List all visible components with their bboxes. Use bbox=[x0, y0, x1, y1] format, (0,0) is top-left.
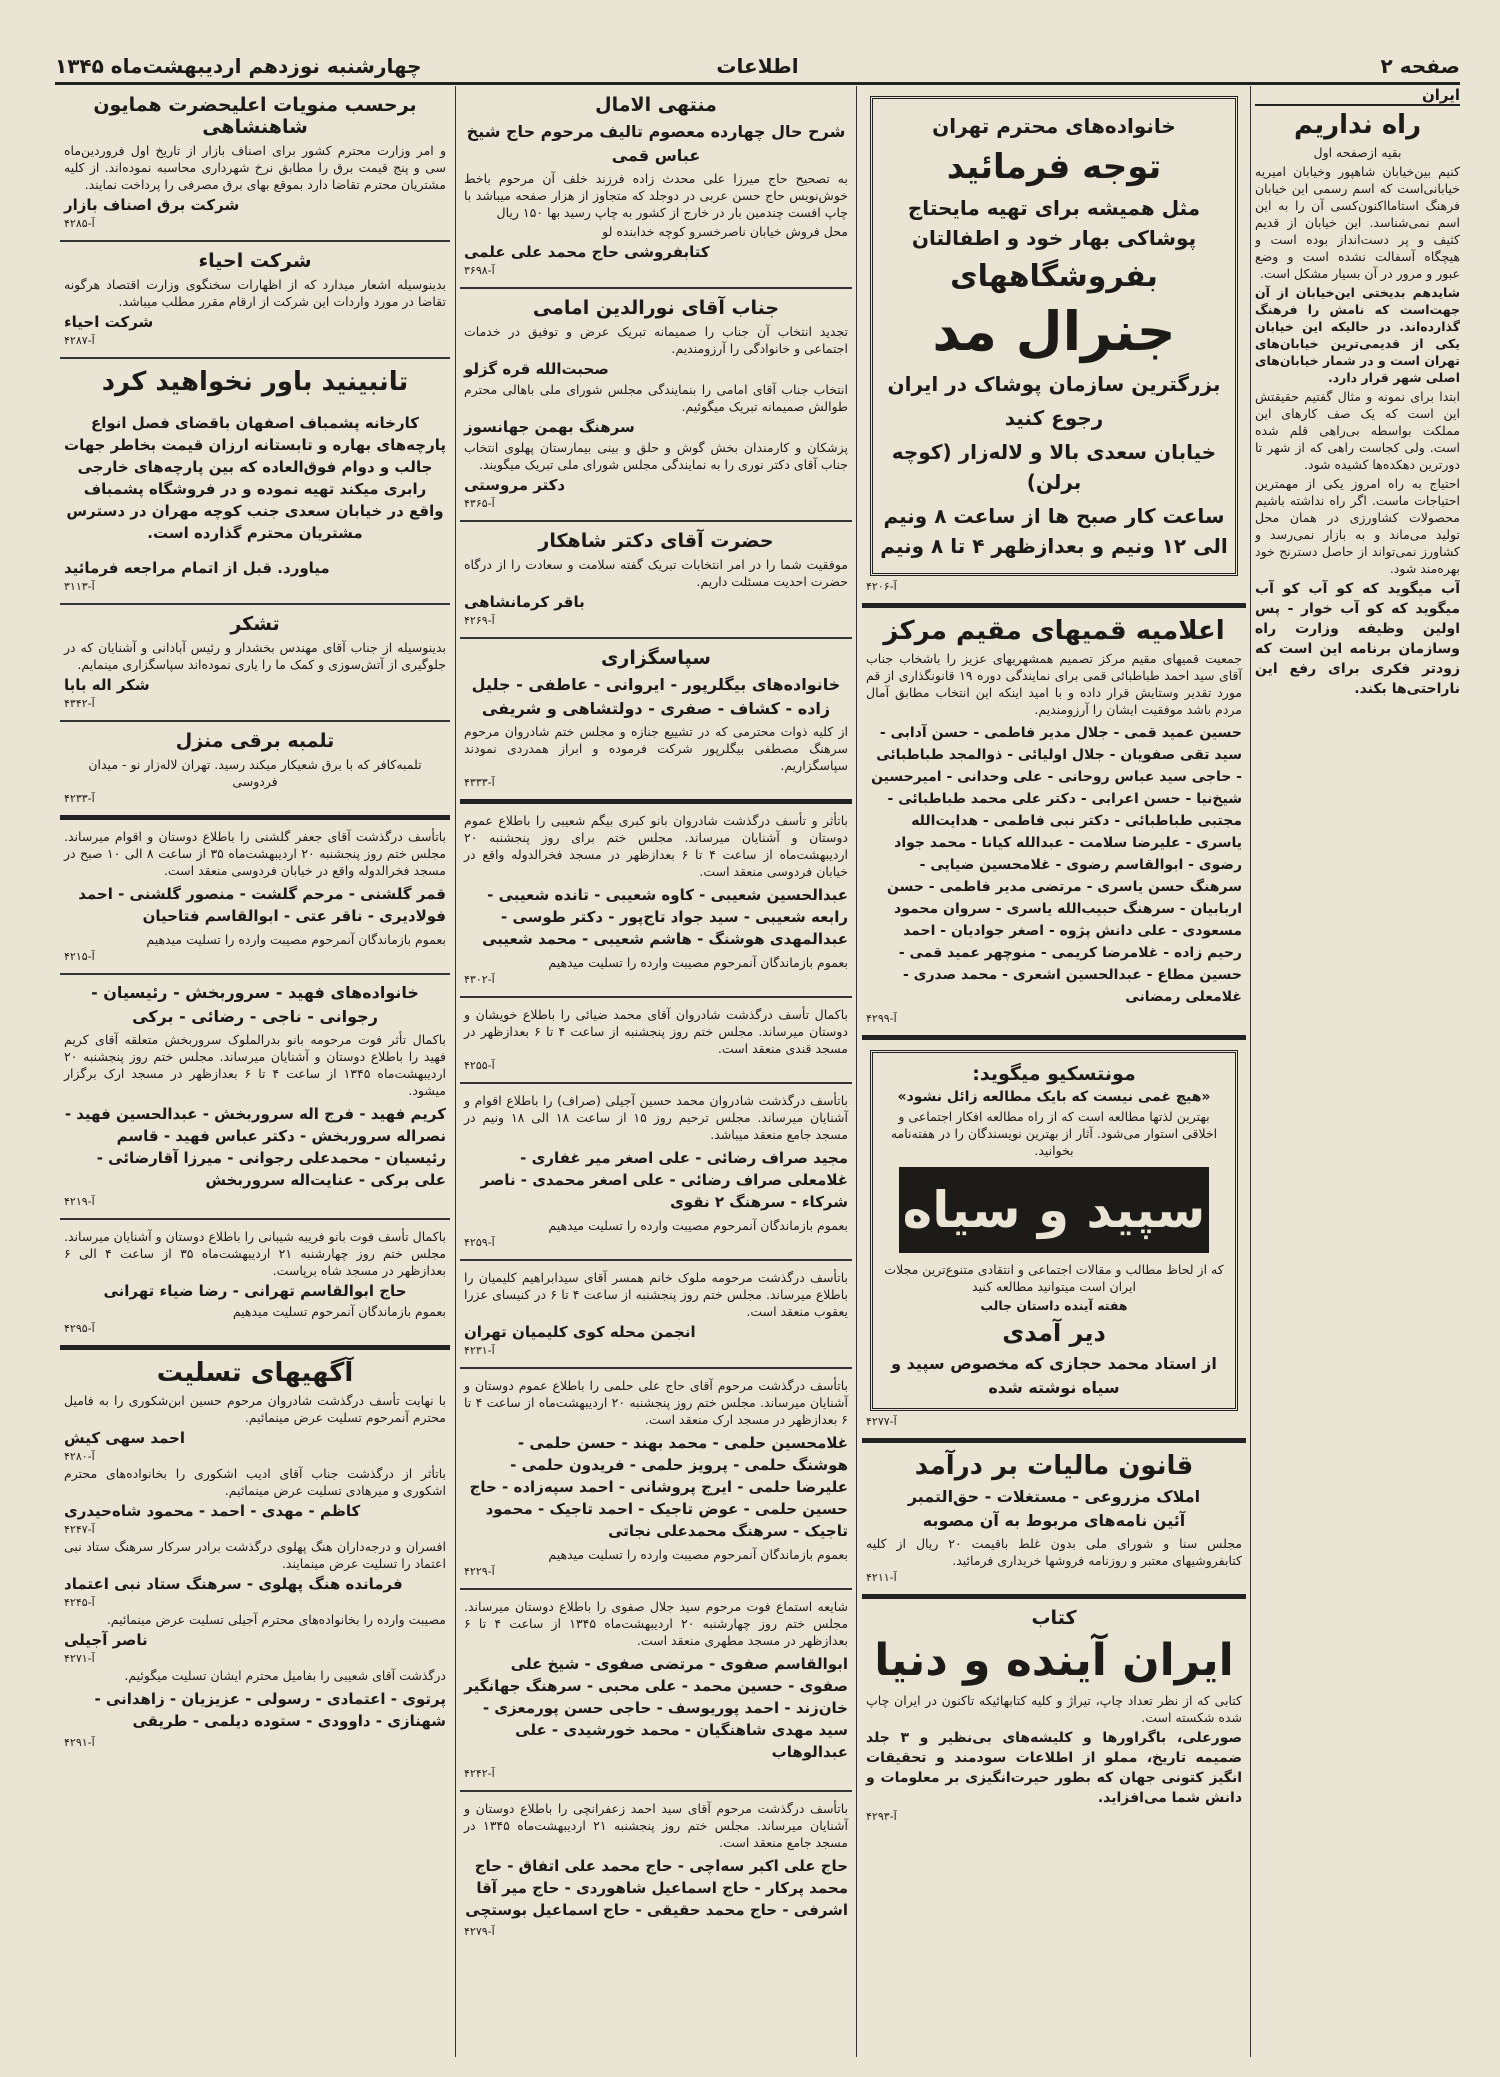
ad-ref: آ-۴۳۴۲ bbox=[64, 697, 95, 710]
book-title: ایران آینده و دنیا bbox=[874, 1635, 1234, 1686]
ad-signature: باقر کرمانشاهی bbox=[464, 593, 585, 611]
ad-body: کارخانه پشمباف اصفهان باقضای فصل انواع پارچه‌های بهاره و تابستانه ارزان قیمت بخاطر جهات جالب و دوام فوق‌العاده که بین پارچه‌های خارجی رابری میکند تهیه نموده و در فروشگاه پشمباف واقع در خیابان سعدی جنب کوچه مهران در دسترس مشتریان محترم گذارده است. bbox=[64, 414, 446, 542]
page-header bbox=[55, 52, 1460, 85]
mourner-names: عبدالحسین شعیبی - کاوه شعیبی - تانده شعیبی - رابعه شعیبی - سید جواد تاج‌پور - دکتر طوسی - عبدالمهدی هوشنگ - هاشم شعیبی - محمد شعیبی bbox=[482, 886, 848, 948]
ad-ref: آ-۴۲۲۹ bbox=[464, 1565, 495, 1578]
column-iran bbox=[1255, 86, 1460, 2057]
ad-signature: فرمانده هنگ پهلوی - سرهنگ ستاد نبی اعتماد bbox=[64, 1575, 403, 1593]
ad-headline: توجه فرمائید bbox=[946, 147, 1162, 187]
ad-line: هفته آینده داستان جالب bbox=[980, 1298, 1128, 1313]
ad-ref: آ-۴۲۹۵ bbox=[64, 1322, 95, 1335]
obituary-note: بعموم بازماندگان آنمرحوم مصیبت وارده را تسلیت میدهیم bbox=[548, 955, 848, 970]
book-ad bbox=[862, 1599, 1246, 1833]
column-rule bbox=[455, 86, 456, 2057]
article-subtitle: بقیه ازصفحه اول bbox=[1313, 145, 1402, 160]
column-ads bbox=[862, 86, 1246, 2057]
ad-title: برحسب منویات اعلیحضرت همایون شاهنشاهی bbox=[93, 94, 417, 138]
condolence-ads bbox=[60, 1350, 450, 1759]
obituary-kalimian bbox=[460, 1261, 852, 1369]
ad-ref: آ-۴۲۸۵ bbox=[64, 217, 95, 230]
issue-date: چهارشنبه نوزدهم اردیبهشت‌ماه ۱۳۴۵ bbox=[55, 54, 422, 78]
ad-line: خانواده‌های محترم تهران bbox=[932, 114, 1176, 138]
obituary-body: باتأسف درگذشت شادروان محمد حسین آجیلی (صراف) را باطلاع اقوام و آشنایان میرساند. مجلس ترحیم روز ۱۵ از ساعت ۱۸ الی ۱۸ ونیم در مسجد جامع منعقد میباشد. bbox=[464, 1093, 849, 1142]
condolence-body: باتأثر از درگذشت جناب آقای ادیب اشکوری را بخانواده‌های محترم اشکوری و میرهادی تسلیت عرض مینمائیم. bbox=[64, 1466, 446, 1498]
obituary-note: بعموم بازماندگان آنمرحوم مصیبت وارده را تسلیت میدهیم bbox=[548, 1218, 848, 1233]
story-title: دیر آمدی bbox=[1002, 1319, 1106, 1347]
fabric-ad bbox=[60, 359, 450, 605]
ad-body: انتخاب جناب آقای امامی را بنمایندگی مجلس شورای ملی باهالی محترم طوالش صمیمانه تبریک میگوئیم. bbox=[464, 382, 848, 414]
ad-ref: آ-۴۲۴۷ bbox=[64, 1523, 95, 1536]
mourner-names: قمر گلشنی - مرحم گلشت - منصور گلشنی - احمد فولادیری - ناقر عتی - ابوالقاسم فتاحیان bbox=[78, 885, 446, 925]
ad-body: پزشکان و کارمندان بخش گوش و حلق و بینی بیمارستان پهلوی انتخاب جناب آقای دکتر نوری را به نمایندگی مجلس شورای ملی تبریک میگویند. bbox=[464, 440, 848, 472]
mourner-names: مجید صراف رضائی - علی اصغر میر غفاری - غلامعلی صراف رضائی - علی اصغر محمدی - ناصر شرکاء - سرهنگ ۲ نقوی bbox=[480, 1149, 848, 1211]
ad-subtitle: آئین نامه‌های مربوط به آن مصوبه bbox=[922, 1511, 1186, 1530]
ad-ref: آ-۴۳۶۵ bbox=[464, 497, 495, 510]
ad-body: تجدید انتخاب آن جناب را صمیمانه تبریک عرض و توفیق در خدمات اجتماعی و خانوادگی را آرزومندیم. bbox=[464, 324, 848, 356]
ad-title: تشکر bbox=[230, 613, 280, 635]
ad-body: تلمبه‌کافر که با برق شعیکار میکند رسید. تهران لاله‌زار نو - میدان فردوسی bbox=[88, 757, 422, 789]
condolence-body: مصیبت وارده را بخانواده‌های محترم آجیلی تسلیت عرض مینمائیم. bbox=[106, 1612, 446, 1627]
brand-name: جنرال مد bbox=[932, 300, 1176, 363]
ad-ref: آ-۴۲۴۲ bbox=[464, 1767, 495, 1780]
montahal-ad bbox=[460, 86, 852, 289]
ad-ref: آ-۴۲۷۱ bbox=[64, 1652, 95, 1665]
general-mod-ad bbox=[862, 86, 1246, 608]
ad-title: جناب آقای نورالدین امامی bbox=[532, 297, 780, 319]
ad-ref: آ-۴۲۴۵ bbox=[64, 1596, 95, 1609]
ad-ref: آ-۴۲۸۰ bbox=[64, 1450, 95, 1463]
page-number: صفحه ۲ bbox=[1380, 54, 1460, 78]
ad-body: که از لحاظ مطالب و مقالات اجتماعی و انتقادی متنوع‌ترین مجلات ایران است میتوانید مطالعه کنید bbox=[884, 1262, 1224, 1294]
obituary-body: باتأسف درگذشت مرحوم آقای سید احمد زعفرانچی را باطلاع دوستان و آشنایان میرساند. مجلس ختم روز پنجشنبه ۲۱ اردیبهشت‌ماه ۱۳۴۵ در مسجد جامع منعقد است. bbox=[464, 1801, 849, 1850]
ad-body: و امر وزارت محترم کشور برای اصناف بازار از تاریخ اول فروردین‌ماه سی و پنج قیمت برق را مطابق نرخ شهرداری محاسبه نموده‌اند. از کلیه مشتریان محترم تقاضا دارد بموقع بهای برق مصرفی را پرداخت نمایند. bbox=[64, 143, 446, 192]
obituary-helmi bbox=[460, 1369, 852, 1590]
quote: «هیچ غمی نیست که بایک مطالعه زائل نشود» bbox=[897, 1089, 1211, 1105]
ad-subtitle: املاک مزروعی - مستغلات - حق‌التمبر bbox=[907, 1487, 1201, 1506]
section-title: آگهیهای تسلیت bbox=[156, 1358, 354, 1388]
gratitude-notice bbox=[460, 639, 852, 804]
ad-ref: آ-۴۲۱۹ bbox=[64, 1195, 95, 1208]
ad-title: شرکت احیاء bbox=[198, 250, 312, 272]
family-names: خانواده‌های بیگلرپور - ایروانی - عاطفی - جلیل زاده - کشاف - صفری - دولتشاهی و شریفی bbox=[471, 675, 841, 718]
column-rule bbox=[1250, 86, 1251, 2057]
mourner-names: غلامحسین حلمی - محمد بهند - حسن حلمی - هوشنگ حلمی - پرویز حلمی - فریدون حلمی - علیرضا حلمی - ایرج پروشانی - احمد سپه‌زاده - حاج حسین حلمی - عوض تاجیک - احمد تاجیک - محمود تاجیک - سرهنگ محمدعلی نجاتی bbox=[469, 1434, 848, 1540]
ad-title: قانون مالیات بر درآمد bbox=[914, 1451, 1194, 1481]
ad-ref: آ-۴۲۱۱ bbox=[866, 1571, 897, 1584]
qomi-announcement bbox=[862, 608, 1246, 1040]
article-body: کنیم بین‌خیابان شاهپور وخیابان امیریه خیابانی‌است که اسم رسمی این خیابان فرهنگ استامااکنون‌کسی آن را به این اسم نمی‌شناسد. این خیابان از قدیم کثیف و پر دست‌انداز بوده است و هیچگاه آسفالت نشده است و وضع عبور و مرور در آن بسیار مشکل است. bbox=[1255, 164, 1460, 281]
shahkar-congrats bbox=[460, 522, 852, 639]
ad-body: به تصحیح حاج میرزا علی محدث زاده فرزند خلف آن مرحوم باخط خوش‌نویس حاج حسن عربی در دوجلد که متجاوز از هزار صفحه میباشد با چاپ افست چندمین بار در خارج از کشور به چاپ رسید بها ۱۵۰ ریال bbox=[464, 171, 848, 220]
obituary-tehrani bbox=[60, 1220, 450, 1350]
ad-title: سپاسگزاری bbox=[601, 647, 711, 669]
thanks-notice bbox=[60, 605, 450, 722]
obituary-body: باکمال تأسف فوت بانو فریبه شیبانی را باطلاع دوستان و آشنایان میرساند. مجلس ختم روز چهارشنبه ۲۱ اردیبهشت‌ماه ۳۵ از ساعت ۴ الی ۶ بعدازظهر در مسجد شاه برپاست. bbox=[64, 1229, 446, 1278]
ad-signature: شرکت برق اصناف بازار bbox=[64, 196, 240, 214]
obituary-golshani bbox=[60, 820, 450, 975]
ad-ref: آ-۴۲۱۵ bbox=[64, 950, 95, 963]
obituary-body: باتأسف درگذشت مرحوم آقای حاج علی حلمی را باطلاع عموم دوستان و آشنایان میرساند. مجلس ختم روز پنجشنبه ۲۰ اردیبهشت‌ماه از ساعت ۴ تا ۶ بعدازظهر در مسجد ارک منعقد است. bbox=[464, 1378, 848, 1427]
ad-ref: آ-۴۲۸۷ bbox=[64, 334, 95, 347]
ad-title: تلمبه برقی منزل bbox=[175, 730, 335, 752]
mourner-names: پرتوی - اعتمادی - رسولی - عزیزیان - زاهدانی - شهنازی - داوودی - ستوده دیلمی - طریقی bbox=[94, 1690, 446, 1730]
ad-body: بهترین لذتها مطالعه است که از راه مطالعه افکار اجتماعی و اخلاقی استوار می‌شود. آثار از بهترین نویسندگان را در هفته‌نامه بخوانید. bbox=[890, 1109, 1218, 1158]
ad-signature: سرهنگ بهمن جهانسوز bbox=[464, 418, 635, 436]
ad-line: مثل همیشه برای تهیه مایحتاج پوشاکی بهار خود و اطفالتان bbox=[907, 196, 1201, 250]
section-label: ایران bbox=[1255, 86, 1460, 106]
article-title: راه نداریم bbox=[1293, 110, 1422, 140]
obituary-sarrafan bbox=[460, 1084, 852, 1261]
pump-ad bbox=[60, 722, 450, 820]
ad-hours: ساعت کار صبح ها از ساعت ۸ ونیم الی ۱۲ ونیم و بعدازظهر ۴ تا ۸ ونیم bbox=[880, 504, 1228, 558]
mourner-names: ابوالقاسم صفوی - مرتضی صفوی - شیخ علی صفوی - حسین محمد - علی محبی - سرهنگ جهانگیر خان‌زند - احمد پوریوسف - حاجی حسن پورمعزی - سید مهدی شاهنگیان - محمد خورشیدی - علی عبدالوهاب bbox=[464, 1655, 848, 1761]
ad-ref: آ-۴۲۳۳ bbox=[64, 792, 95, 805]
ad-body: موفقیت شما را در امر انتخابات تبریک گفته سلامت و سعادت را از درگاه حضرت احدیت مسئلت داریم. bbox=[464, 557, 848, 589]
ad-ref: آ-۴۲۹۳ bbox=[866, 1810, 897, 1823]
family-names: خانواده‌های فهید - سروربخش - رئیسیان - رجوانی - ناجی - رضائی - برکی bbox=[91, 983, 419, 1026]
ad-signature: دکتر مروستی bbox=[464, 476, 566, 494]
mourner-names: حاج علی اکبر سه‌اچی - حاج محمد علی اتفاق - حاج محمد پرکار - حاج اسماعیل شاهوردی - حاج میر آقا اشرفی - حاج محمد حقیقی - حاج اسماعیل بوستچی bbox=[465, 1857, 848, 1919]
announcement-title: اعلامیه قمیهای مقیم مرکز bbox=[883, 616, 1225, 646]
obituary-body: باکمال تأسف درگذشت شادروان آقای محمد ضیائی را باطلاع خویشان و دوستان میرساند. مجلس ختم روز پنجشنبه از ساعت ۴ تا ۶ بعدازظهر در مسجد قندی منعقد است. bbox=[464, 1007, 848, 1056]
newspaper-name: اطلاعات bbox=[716, 54, 799, 78]
ad-ref: آ-۴۲۹۱ bbox=[64, 1736, 95, 1749]
ad-ref: آ-۴۲۵۹ bbox=[464, 1236, 495, 1249]
mourner-names: کریم فهید - فرج اله سروربخش - عبدالحسین فهید - نصراله سروربخش - دکتر عباس فهید - قاسم رئیسیان - محمدعلی رجوانی - میرزا آقارضائی - علی برکی - عنایت‌اله سروربخش bbox=[64, 1105, 446, 1189]
ad-line: میاورد. قبل از اتمام مراجعه فرمائید bbox=[64, 559, 330, 577]
ad-ref: آ-۴۳۰۲ bbox=[464, 973, 495, 986]
ad-signature: شرکت احیاء bbox=[64, 313, 154, 331]
story-author: از استاد محمد حجازی که مخصوص سپید و سیاه نوشته شده bbox=[891, 1354, 1217, 1397]
condolence-body: افسران و درجه‌داران هنگ پهلوی درگذشت برادر سرکار سرهنگ ستاد نبی اعتماد را تسلیت عرض مینمایند. bbox=[64, 1539, 446, 1571]
ad-body: از کلیه ذوات محترمی که در تشییع جنازه و مجلس ختم شادروان مرحوم سرهنگ مصطفی بیگلرپور شرکت فرموده و ابراز همدردی نمودند سپاسگزاریم. bbox=[464, 724, 848, 773]
obituary-body: باتأسف درگذشت مرحومه ملوک خانم همسر آقای سیدابراهیم کلیمیان را باطلاع میرساند. مجلس ختم روز پنجشنبه از ساعت ۴ تا ۶ در کنیسای عزرا یعقوب منعقد است. bbox=[464, 1270, 849, 1319]
article-ending: آب میگوید که کو آب‌ کو آب میگوید که کو آب خوار - پس اولین وظیفه وزارت راه وسازمان برنامه این است که زودتر فکری برای رفع این ناراحتی‌ها بکند. bbox=[1255, 581, 1460, 697]
ehya-notice bbox=[60, 242, 450, 359]
obituary-body: شایعه استماع فوت مرحوم سید جلال صفوی را باطلاع دوستان میرساند. مجلس ختم روز چهارشنبه ۲۰ اردیبهشت‌ماه ۱۳۴۵ از ساعت ۴ تا ۶ بعدازظهر در مسجد مطهری منعقد است. bbox=[464, 1599, 849, 1648]
obituary-safavi bbox=[460, 1590, 852, 1792]
article-body: ابتدا برای نمونه و مثال گفتیم حقیقتش این است که یک صف کارهای این مملکت بواسطه بی‌راهی قلم شده است. ولی کجاست راهی که از شهر تا دورترین دهکده‌ها کشیده شود. bbox=[1255, 389, 1460, 472]
column-rule bbox=[856, 86, 857, 2057]
ad-ref: آ-۴۲۷۹ bbox=[464, 1925, 495, 1938]
ad-address: خیابان سعدی بالا و لاله‌زار (کوچه برلن) bbox=[891, 440, 1217, 494]
ad-ref: آ-۴۲۳۱ bbox=[464, 1344, 495, 1357]
announcement-body: جمعیت قمیهای مقیم مرکز تصمیم همشهریهای عزیز را باشخاب جناب آقای سید احمد طباطبائی قمی برای نمایندگی دوره ۱۹ قانونگذاری از قم مورد تقدیر وستایش قرار داده و با امید اینکه این انتخاب مطابق آمال مردم باشد موفقیت ایشان را آرزومندیم. bbox=[866, 651, 1242, 717]
ad-body: مجلس سنا و شورای ملی بدون غلط باقیمت ۲۰ ریال از کلیه کتابفروشیهای معتبر و روزنامه فروشها خریداری فرمائید. bbox=[866, 1536, 1242, 1568]
ad-ref: آ-۴۲۹۹ bbox=[866, 1012, 897, 1025]
ad-ref: آ-۴۳۳۳ bbox=[464, 776, 495, 789]
obituary-shoeibi bbox=[460, 804, 852, 998]
quote-title: مونتسکیو میگوید: bbox=[972, 1063, 1136, 1085]
obituary-body: باتأسف درگذشت آقای جعفر گلشنی را باطلاع دوستان و اقوام میرساند. مجلس ختم روز پنجشنبه ۲۰ اردیبهشت‌ماه ۳۵ از ساعت ۸ الی ۱۰ صبح در مسجد فخرالدوله واقع در خیابان فردوسی منعقد است. bbox=[64, 829, 446, 878]
ad-signature: احمد سهی کیش bbox=[64, 1429, 185, 1447]
ad-body: صورعلی، باگراورها و کلیشه‌های بی‌نظیر و ۳ جلد ضمیمه تاریخ، مملو از اطلاعات سودمند و تحقیقات انگیز کتونی جهان که بطور حیرت‌انگیزی بر معلومات و دانش شما می‌افزاید. bbox=[866, 1730, 1243, 1806]
ad-ref: آ-۴۲۷۷ bbox=[866, 1415, 897, 1428]
article-body: شاید‌هم بدیختی این‌خیابان از آن جهت‌است که نامش را فرهنگ گذارده‌اند. در حالیکه این خیابان یکی از قدیمی‌ترین خیابان‌های تهران است و در شمار خیابان‌های اصلی شهر قرار دارد. bbox=[1255, 285, 1460, 385]
tax-law-ad bbox=[862, 1443, 1246, 1599]
ad-body: کتابی که از نظر تعداد چاپ، تیراژ و کلیه کتابهائیکه تاکنون در ایران چاپ شده شکسته است. bbox=[866, 1693, 1242, 1725]
ad-ref: آ-۳۱۱۳ bbox=[64, 580, 95, 593]
obituary-note: بعموم بازماندگان آنمرحوم تسلیت میدهیم bbox=[232, 1304, 446, 1319]
sepid-siah-ad bbox=[862, 1040, 1246, 1443]
condolence-body: با نهایت تأسف درگذشت شادروان مرحوم حسین ابن‌شکوری را به فامیل محترم آنمرحوم تسلیت عرض مینمائیم. bbox=[64, 1393, 446, 1425]
ad-body: بدینوسیله از جناب آقای مهندس بخشدار و رئیس آبادانی و آشنایان که در جلوگیری از آتش‌سوزی و کمک ما را یاری نموده‌اند سپاسگزاری مینمایم. bbox=[64, 640, 446, 672]
signatories: حسین عمید قمی - جلال مدیر فاطمی - حسن آدابی - سید تقی صفویان - جلال اولیائی - ذوالمجد طباطبائی - حاجی سید عباس روحانی - علی وحدانی - امیرحسین شیخ‌نیا - حسن اعرابی - دکتر علی محمد طباطبائی - مجتبی طباطبائی - دکتر نبی فاطمی - هدایت‌الله یاسری - علیرضا سلامت - عبدالله کیانا - محمد جواد رضوی - ابوالقاسم رضوی - غلامحسین ضیایی - سرهنگ حسن یاسری - مرتضی مدیر فاطمی - حسن اربابیان - سرهنگ حبیب‌الله یاسری - سروان محمود مسعودی - علی دانش پژوه - اصغر جوادیان - احمد رحیم زاده - غلامرضا کریمی - منوچهر عمید قمی - حسین مطاع - عبدالحسین اشعری - محمد صدری - غلامعلی رمضانی bbox=[871, 725, 1242, 1005]
column-notices bbox=[460, 86, 852, 2057]
ad-signature: انجمن محله کوی کلیمیان تهران bbox=[464, 1323, 696, 1341]
ad-signature: ناصر آجیلی bbox=[64, 1631, 148, 1649]
magazine-logo: سپید و سیاه bbox=[899, 1167, 1209, 1253]
electricity-notice bbox=[60, 86, 450, 242]
ad-title: حضرت آقای دکتر شاهکار bbox=[538, 530, 774, 552]
obituary-zafaranchi bbox=[460, 1792, 852, 1948]
imami-congrats bbox=[460, 289, 852, 522]
obituary-note: بعموم بازماندگان آنمرحوم مصیبت وارده را تسلیت میدهیم bbox=[548, 1547, 848, 1562]
ad-address: محل فروش خیابان ناصرخسرو کوچه خدابنده لو bbox=[602, 224, 848, 239]
obituary-body: باکمال تأثر فوت مرحومه بانو بدرالملوک سروربخش متعلقه آقای کریم فهید را باطلاع دوستان و آشنایان میرساند. مجلس ختم روز پنجشنبه ۲۰ اردیبهشت‌ماه ۱۳۴۵ از ساعت ۴ تا ۶ بعدازظهر در مسجد ارک برگزار میشود. bbox=[64, 1032, 446, 1098]
column-classifieds bbox=[60, 86, 450, 2057]
ad-signature: حاج ابوالقاسم تهرانی - رضا ضیاء تهرانی bbox=[103, 1282, 407, 1300]
ad-subtitle: شرح حال چهارده معصوم تالیف مرحوم حاج شیخ عباس قمی bbox=[466, 122, 846, 165]
article-body: احتیاج به راه امروز یکی از مهمترین احتیاجات ماست. اگر راه نداشته باشیم محصولات کشاورزی در همان محل تولید می‌ماند و به بازار نمی‌رسد و کشاورز نمی‌تواند از حاصل دسترنج خود بهره‌مند شود. bbox=[1255, 476, 1460, 576]
ad-signature: شکر اله بابا bbox=[64, 676, 150, 694]
ad-body: بدینوسیله اشعار میدارد که از اظهارات سخنگوی وزارت اقتصاد هرگونه تقاضا در مورد واردات این شرکت از ارقام مقرر مطلب میباشد. bbox=[64, 277, 446, 309]
obituary-fahid bbox=[60, 975, 450, 1220]
obituary-body: باتأثر و تأسف درگذشت شادروان بانو کبری بیگم شعیبی را باطلاع عموم دوستان و آشنایان میرساند. مجلس ختم برای روز پنجشنبه ۲۰ اردیبهشت‌ماه از ساعت ۴ تا ۶ بعدازظهر در مسجد فخرالدوله واقع در خیابان فردوسی منعقد است. bbox=[464, 813, 849, 879]
ad-headline: تانبینید باور نخواهید کرد bbox=[101, 367, 409, 397]
ad-line: رجوع کنید bbox=[1004, 406, 1104, 430]
ad-label: کتاب bbox=[1031, 1607, 1077, 1629]
obituary-faizi bbox=[460, 998, 852, 1084]
obituary-note: بعموم بازماندگان آنمرحوم مصیبت وارده را تسلیت میدهیم bbox=[146, 932, 446, 947]
ad-ref: آ-۳۶۹۸ bbox=[464, 264, 495, 277]
ad-line: بفروشگاههای bbox=[950, 259, 1158, 294]
ad-ref: آ-۴۲۰۶ bbox=[866, 580, 897, 593]
ad-title: منتهی الامال bbox=[595, 94, 717, 116]
ad-ref: آ-۴۲۵۵ bbox=[464, 1059, 495, 1072]
ad-line: بزرگترین سازمان پوشاک در ایران bbox=[887, 372, 1221, 396]
ad-signature: کتابفروشی حاج محمد علی علمی bbox=[464, 243, 710, 261]
ad-signature: کاظم - مهدی - احمد - محمود شاه‌حیدری bbox=[64, 1502, 361, 1520]
ad-ref: آ-۴۲۶۹ bbox=[464, 614, 495, 627]
ad-signature: صحبت‌الله قره گزلو bbox=[464, 360, 609, 378]
condolence-body: درگذشت آقای شعیبی را بفامیل محترم ایشان تسلیت میگوئیم. bbox=[124, 1668, 446, 1683]
